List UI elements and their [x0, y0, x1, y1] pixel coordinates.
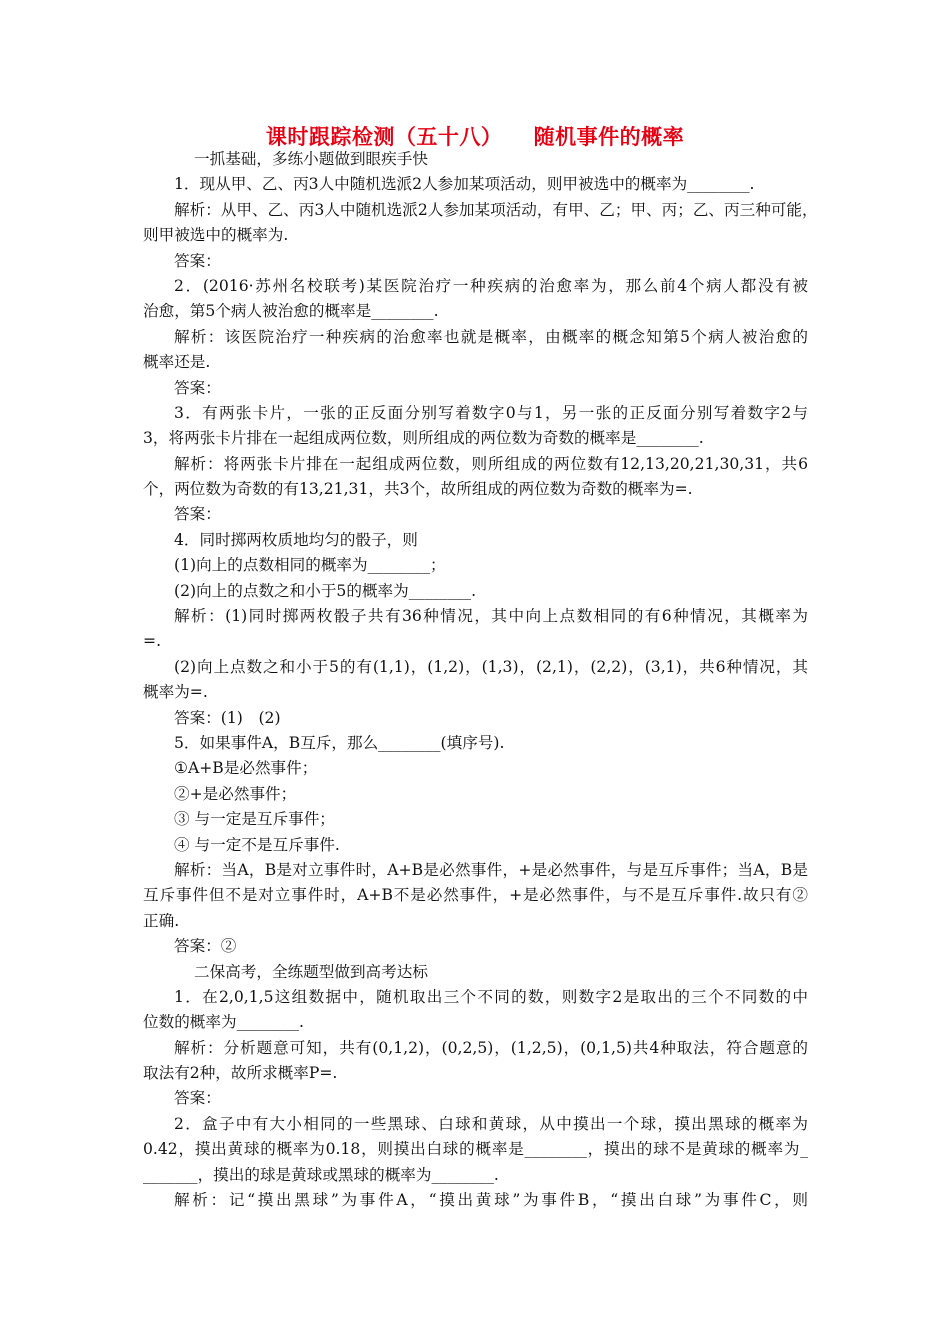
text-line: 个，两位数为奇数的有13,21,31，共3个，故所组成的两位数为奇数的概率为=.	[143, 480, 693, 499]
text-line: 正确.	[143, 911, 180, 930]
text-line: 二保高考，全练题型做到高考达标	[194, 962, 428, 981]
text-line: 解析：该医院治疗一种疾病的治愈率也就是概率，由概率的概念知第5个病人被治愈的	[174, 327, 808, 346]
text-line: 答案：	[174, 505, 221, 524]
text-line: 位数的概率为________.	[143, 1013, 304, 1032]
text-line: (2)向上的点数之和小于5的概率为________.	[174, 581, 477, 600]
text-line: 概率还是.	[143, 353, 211, 372]
text-line: 3．有两张卡片，一张的正反面分别写着数字0与1，另一张的正反面分别写着数字2与	[174, 403, 808, 422]
text-line: 解析：从甲、乙、丙3人中随机选派2人参加某项活动，有甲、乙；甲、丙；乙、丙三种可能，	[174, 200, 818, 219]
text-line: (1)向上的点数相同的概率为________；	[174, 556, 446, 575]
text-line: ①A+B是必然事件；	[174, 759, 318, 778]
text-line: 解析：将两张卡片排在一起组成两位数，则所组成的两位数有12,13,20,21,30,31，共6	[174, 454, 808, 473]
text-line: 5．如果事件A，B互斥，那么________(填序号).	[174, 733, 505, 752]
text-line: 答案：	[174, 251, 221, 270]
text-line: 治愈，第5个病人被治愈的概率是________.	[143, 302, 439, 321]
text-line: 解析：分析题意可知，共有(0,1,2)，(0,2,5)，(1,2,5)，(0,1,5)共4种取法，符合题意的	[174, 1038, 808, 1057]
text-line: 答案：(1) (2)	[174, 708, 281, 727]
text-line: 1．在2,0,1,5这组数据中，随机取出三个不同的数，则数字2是取出的三个不同数的中	[174, 987, 808, 1006]
text-line: ③ 与一定是互斥事件；	[174, 810, 335, 829]
text-line: 1．现从甲、乙、丙3人中随机选派2人参加某项活动，则甲被选中的概率为________.	[174, 175, 755, 194]
text-line: 解析：当A，B是对立事件时，A+B是必然事件，+是必然事件，与是互斥事件；当A，B是	[174, 860, 808, 879]
text-line: 取法有2种，故所求概率P=.	[143, 1064, 338, 1083]
text-line: 互斥事件但不是对立事件时，A+B不是必然事件，+是必然事件，与不是互斥事件.故只有②	[143, 886, 808, 905]
text-line: 一抓基础，多练小题做到眼疾手快	[194, 150, 428, 168]
text-line: ②+是必然事件；	[174, 784, 297, 803]
text-line: 概率为=.	[143, 683, 208, 702]
text-line: 答案：	[174, 378, 221, 397]
text-line: 2．盒子中有大小相同的一些黑球、白球和黄球，从中摸出一个球，摸出黑球的概率为	[174, 1114, 808, 1133]
text-line: ④ 与一定不是互斥事件.	[174, 835, 340, 854]
text-line: =.	[143, 632, 162, 651]
text-line: 解析：(1)同时掷两枚骰子共有36种情况，其中向上点数相同的有6种情况，其概率为	[174, 607, 808, 626]
text-line: 答案：②	[174, 937, 237, 956]
text-line: 解析：记“摸出黑球”为事件A，“摸出黄球”为事件B，“摸出白球”为事件C，则	[174, 1191, 808, 1210]
document-body	[143, 147, 818, 1213]
text-line: _______，摸出的球是黄球或黑球的概率为________.	[143, 1165, 499, 1184]
text-line: 2．(2016·苏州名校联考)某医院治疗一种疾病的治愈率为，那么前4个病人都没有被	[174, 276, 808, 295]
text-line: (2)向上点数之和小于5的有(1,1)，(1,2)，(1,3)，(2,1)，(2,2)，(3,1)，共6种情况，其	[174, 657, 808, 676]
text-line: 0.42，摸出黄球的概率为0.18，则摸出白球的概率是________，摸出的球不是黄球的概率为_	[143, 1140, 808, 1159]
text-line: 则甲被选中的概率为.	[143, 226, 289, 245]
text-line: 答案：	[174, 1089, 221, 1108]
text-line: 3，将两张卡片排在一起组成两位数，则所组成的两位数为奇数的概率是________.	[143, 429, 704, 448]
text-line: 4．同时掷两枚质地均匀的骰子，则	[174, 530, 418, 549]
page-title: 课时跟踪检测（五十八） 随机事件的概率	[265, 125, 685, 149]
